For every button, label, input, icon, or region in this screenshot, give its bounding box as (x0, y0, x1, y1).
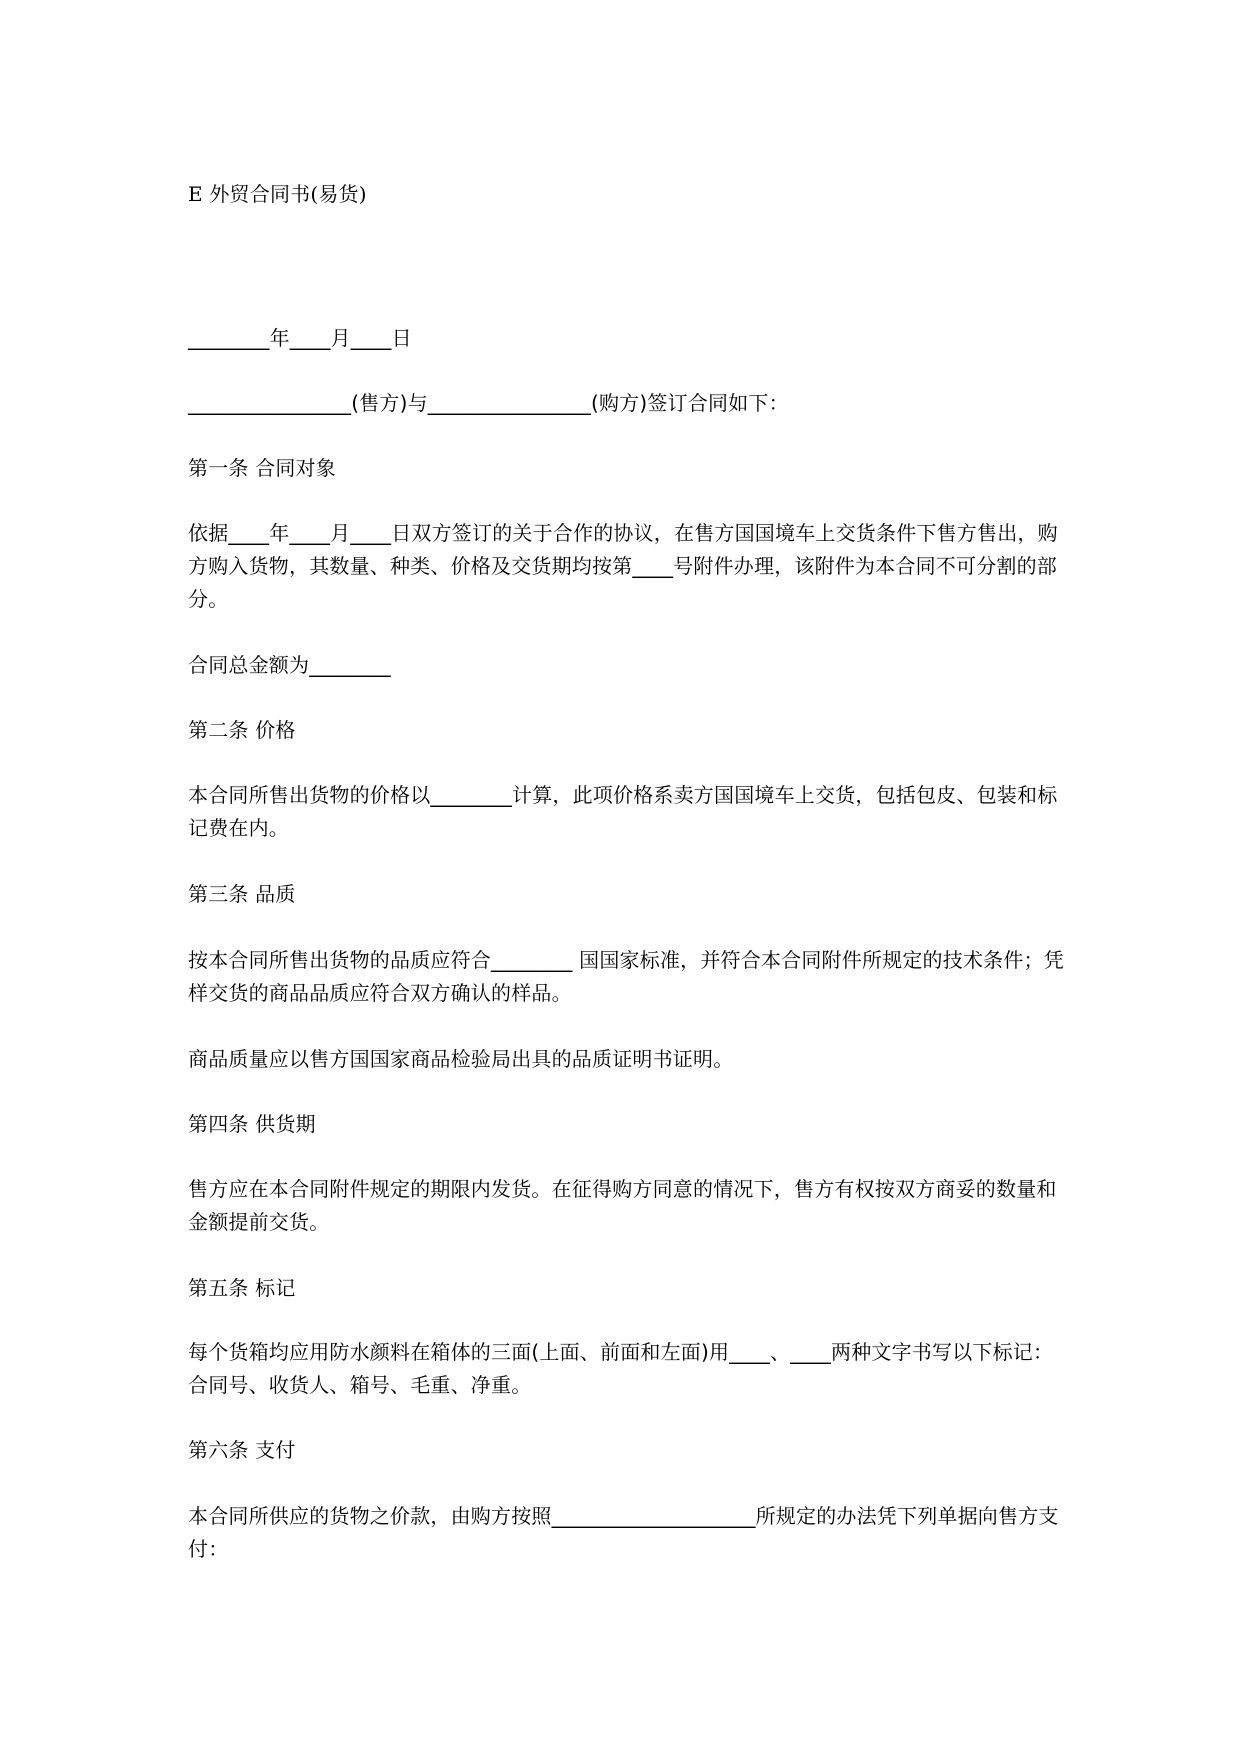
document-title: E 外贸合同书(易货) (188, 182, 367, 206)
article-1-paragraph-1: 依据____年____月____日双方签订的关于合作的协议，在售方国国境车上交货条件下售方售出，购方购入货物，其数量、种类、价格及交货期均按第____号附件办理，该附件为本合同不可分割的部分。 (188, 521, 1058, 611)
article-1-heading: 第一条 合同对象 (188, 456, 336, 480)
article-2-paragraph-1: 本合同所售出货物的价格以________计算，此项价格系卖方国国境车上交货，包括包皮、包装和标记费在内。 (188, 783, 1058, 840)
article-2-heading: 第二条 价格 (188, 718, 296, 742)
article-3-paragraph-2: 商品质量应以售方国国家商品检验局出具的品质证明书证明。 (188, 1047, 734, 1071)
article-5-heading: 第五条 标记 (188, 1276, 296, 1300)
article-6-paragraph-1: 本合同所供应的货物之价款，由购方按照____________________所规定的办法凭下列单据向售方支付： (188, 1504, 1059, 1561)
article-5-paragraph-1: 每个货箱均应用防水颜料在箱体的三面(上面、前面和左面)用____、____两种文字书写以下标记：合同号、收货人、箱号、毛重、净重。 (188, 1340, 1054, 1397)
article-3-paragraph-1: 按本合同所售出货物的品质应符合________ 国国家标准，并符合本合同附件所规定的技术条件；凭样交货的商品品质应符合双方确认的样品。 (188, 948, 1064, 1005)
article-3-heading: 第三条 品质 (188, 882, 296, 906)
date-line: ________年____月____日 (188, 326, 412, 350)
parties-line: ________________(售方)与________________(购方)签订合同如下： (188, 391, 789, 415)
article-4-paragraph-1: 售方应在本合同附件规定的期限内发货。在征得购方同意的情况下，售方有权按双方商妥的数量和金额提前交货。 (188, 1177, 1057, 1234)
article-6-heading: 第六条 支付 (188, 1438, 296, 1462)
article-1-paragraph-2: 合同总金额为________ (188, 653, 391, 677)
article-4-heading: 第四条 供货期 (188, 1112, 316, 1136)
